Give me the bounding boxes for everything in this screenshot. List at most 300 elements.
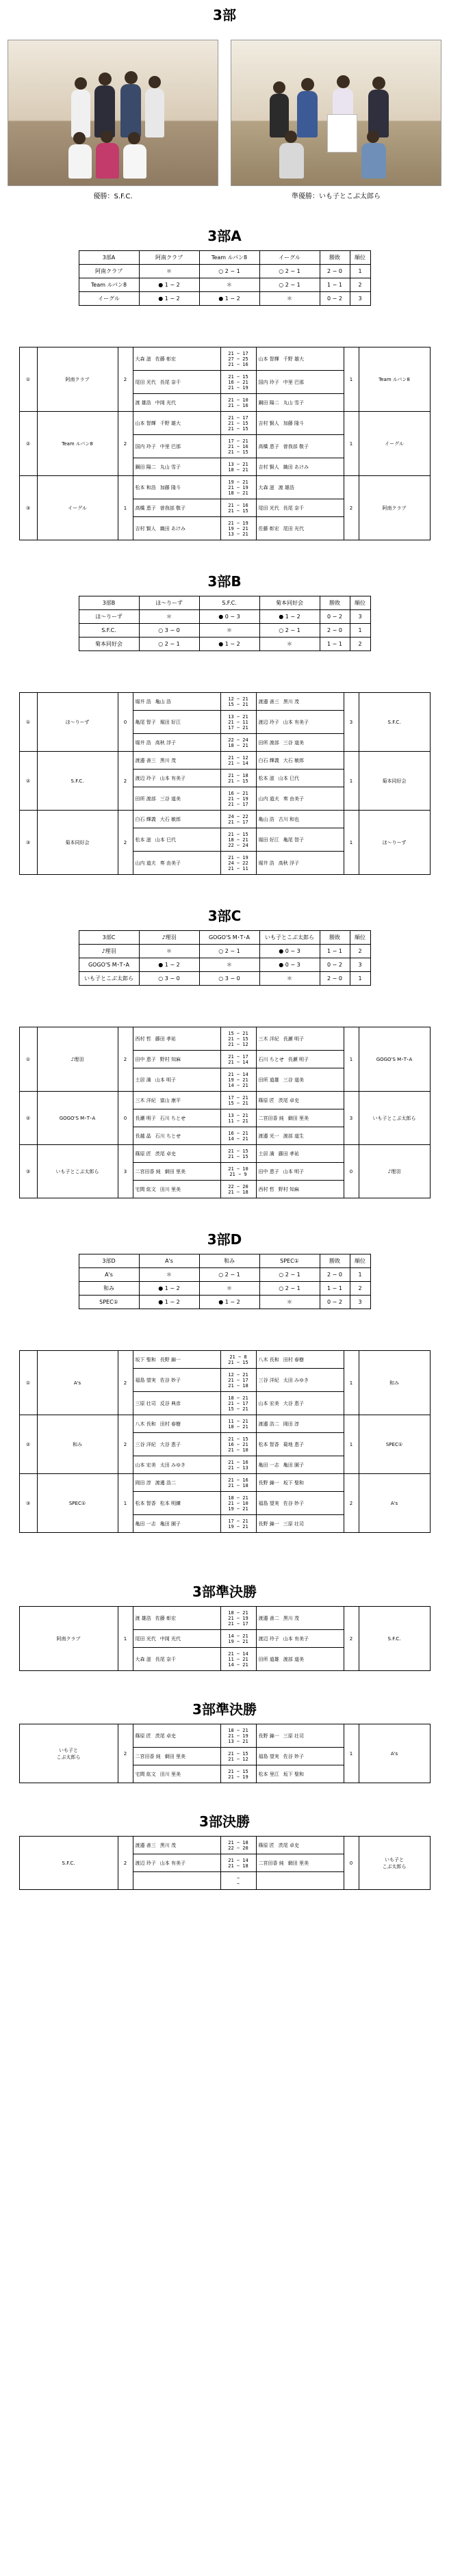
player-surname: 三原 [135, 1400, 145, 1406]
left-player-2 [160, 525, 185, 532]
player-given-name: 道美 [294, 1077, 304, 1083]
right-players [256, 1854, 344, 1872]
person-figure [361, 143, 386, 179]
game-score: 21 − 15 [228, 1359, 248, 1365]
left-player-1 [136, 464, 156, 471]
person-figure [297, 91, 318, 137]
match-number: ② [19, 752, 37, 811]
left-pair-names [136, 1097, 220, 1104]
right-player-1 [259, 837, 279, 843]
player-given-name: 宏美 [269, 1400, 279, 1406]
match-team: 和み [37, 1415, 118, 1474]
player-given-name: 妙子 [294, 1500, 304, 1506]
right-player-1 [259, 1115, 284, 1122]
right-player-1 [259, 1421, 279, 1428]
game-score: 21 − 19 [228, 1615, 248, 1621]
right-player-2 [283, 1771, 304, 1778]
standings-team-cell: ほ〜りーず [79, 610, 139, 624]
standings-header-cell: 勝敗 [320, 1254, 350, 1268]
right-pair-names [259, 816, 344, 823]
game-score: 15 − 21 [228, 701, 248, 707]
player-surname: 山本 [283, 1168, 293, 1174]
player-given-name: 純 [279, 1115, 284, 1121]
player-surname: 吉村 [135, 525, 145, 531]
left-players [133, 1181, 220, 1198]
right-pair-names [259, 1753, 344, 1760]
left-pair-names [136, 1635, 220, 1642]
player-surname: 松本 [258, 775, 268, 781]
game-score: 21 − 14 [228, 1651, 248, 1657]
player-given-name: 里美 [170, 1771, 181, 1777]
right-player-2 [288, 1056, 309, 1063]
standings-header-cell: 3部B [79, 596, 139, 610]
match-opponent: A's [359, 1724, 430, 1783]
standings-team-cell: ♪理羽 [79, 945, 139, 958]
left-player-1 [136, 443, 156, 450]
game-score: 19 − 21 [228, 479, 248, 485]
player-given-name: 賢人 [269, 464, 279, 470]
left-pair-names [136, 1168, 220, 1175]
right-player-2 [279, 816, 299, 823]
player-given-name: 一志 [146, 1521, 156, 1527]
player-surname: 曽我部 [159, 505, 175, 511]
left-players [133, 1765, 220, 1783]
game-score: 21 − 10 [228, 397, 248, 403]
player-given-name: 淳 [294, 1421, 299, 1427]
match-game-row [19, 752, 430, 770]
right-pair-names [259, 1056, 344, 1063]
match-score-right: 1 [344, 412, 359, 476]
player-surname: 大谷 [283, 1400, 293, 1406]
standings-result-cell: ○ 3 − 0 [139, 624, 199, 638]
match-team: S.F.C. [37, 752, 118, 811]
left-player-1 [136, 1421, 156, 1428]
right-player-1 [259, 1635, 279, 1642]
player-given-name: 洋紀 [146, 1441, 156, 1447]
match-team: SPEC① [37, 1474, 118, 1533]
left-player-1 [136, 816, 156, 823]
match-opponent: 阿南クラブ [359, 476, 430, 540]
left-pair-names [136, 1480, 220, 1486]
game-scores [220, 811, 256, 828]
right-player-2 [288, 1860, 309, 1867]
standings-result-cell: ○ 3 − 0 [199, 972, 259, 986]
left-player-2 [155, 1133, 181, 1140]
right-player-1 [259, 1186, 274, 1193]
standings-table [79, 250, 371, 306]
player-surname: 茨尾 [155, 1733, 165, 1739]
player-given-name: 敬子 [175, 505, 185, 511]
game-scores [220, 828, 256, 852]
match-game-row [19, 1837, 430, 1854]
player-given-name: 善三 [146, 1842, 156, 1848]
player-surname: 古川 [278, 816, 288, 822]
standings-header-cell: ほ〜りーず [139, 596, 199, 610]
player-given-name: 奈千 [170, 379, 181, 385]
standings-result-cell: ○ 3 − 0 [139, 972, 199, 986]
player-surname: 山本 [283, 719, 293, 725]
right-player-2 [283, 1521, 304, 1527]
standings-result-cell: ＊ [199, 958, 259, 972]
player-surname: 佐谷 [159, 1377, 170, 1383]
person-head [273, 81, 285, 94]
game-score: 16 − 21 [228, 1441, 248, 1447]
player-surname: 大森 [258, 484, 268, 490]
right-pair-names [259, 1441, 344, 1448]
game-scores [220, 734, 256, 752]
match-score-left: 2 [118, 1027, 133, 1092]
left-player-1 [136, 1500, 156, 1507]
left-player-2 [160, 1186, 181, 1193]
left-players [133, 1369, 220, 1392]
standings-result-cell: ● 1 − 2 [139, 278, 199, 292]
player-surname: 亀田 [283, 1462, 293, 1468]
right-pair-names [259, 1462, 344, 1469]
standings-result-cell: 3 [350, 958, 370, 972]
standings-header-cell: SPEC① [259, 1254, 320, 1268]
left-player-1 [136, 1036, 151, 1042]
right-player-1 [259, 860, 274, 867]
right-player-1 [259, 1400, 279, 1407]
game-score: 11 − 21 [228, 1418, 248, 1424]
game-score: 21 − 12 [228, 1756, 248, 1762]
standings-team-cell: 菊本同好会 [79, 638, 139, 651]
game-score: 18 − 21 [228, 466, 248, 473]
left-player-2 [160, 1860, 185, 1867]
game-score: 21 − 17 [228, 1620, 248, 1627]
player-given-name: 満 [146, 1077, 151, 1083]
player-given-name: 和浩 [146, 484, 156, 490]
right-pair-names [259, 1356, 344, 1363]
player-given-name: 里美 [298, 1860, 309, 1866]
right-pair-names [259, 1635, 344, 1642]
standings-row [79, 265, 370, 278]
standings-result-cell: ○ 2 − 1 [259, 265, 320, 278]
right-players [256, 1392, 344, 1415]
player-surname: 鋼田 [258, 399, 268, 406]
standings-row [79, 624, 370, 638]
player-given-name: ちとせ [166, 1133, 181, 1139]
player-surname: 尾田 [283, 525, 293, 531]
match-score-right: 1 [344, 752, 359, 811]
game-scores [220, 1027, 256, 1051]
left-player-1 [136, 1115, 156, 1122]
player-given-name: 知麻 [289, 1186, 299, 1192]
left-player-2 [160, 1356, 181, 1363]
left-player-1 [136, 719, 156, 726]
right-players [256, 1027, 344, 1051]
standings-table [79, 930, 371, 986]
player-surname: 長瀬 [287, 1056, 298, 1062]
player-surname: 長瀬 [283, 1036, 293, 1042]
left-players [133, 1433, 220, 1456]
player-given-name: 光代 [166, 399, 176, 406]
player-surname: 松本 [135, 1500, 145, 1506]
right-player-1 [259, 1771, 279, 1778]
game-score: 21 − 11 [228, 865, 248, 871]
left-pair-names [136, 1441, 220, 1448]
left-player-1 [136, 796, 156, 802]
left-pair-names [136, 1151, 220, 1157]
player-surname: 大石 [283, 757, 293, 763]
game-score: 13 − 21 [228, 531, 248, 537]
match-game-row [19, 1474, 430, 1492]
player-surname: 高秋 [278, 860, 288, 866]
standings-result-cell: ＊ [199, 278, 259, 292]
right-players [256, 458, 344, 476]
player-given-name: 有美子 [294, 719, 309, 725]
game-scores [220, 1163, 256, 1181]
right-players [256, 371, 344, 394]
person-figure [145, 88, 164, 137]
game-score: 21 − 18 [228, 1189, 248, 1195]
knockout-title: 3部決勝 [199, 1813, 250, 1830]
photo-row [10, 40, 439, 200]
left-pair-names [136, 698, 220, 705]
game-score: 21 − 14 [228, 1059, 248, 1065]
player-given-name: ちとせ [269, 1056, 284, 1062]
player-given-name: 浩二 [269, 1421, 279, 1427]
standings-result-cell: 0 − 2 [320, 292, 350, 306]
player-surname: 松本 [135, 484, 145, 490]
player-given-name: 善三 [146, 757, 156, 763]
right-player-2 [279, 1842, 299, 1849]
game-scores [220, 1515, 256, 1533]
game-scores [220, 1607, 256, 1630]
player-surname: 長野 [258, 1480, 268, 1486]
player-surname: 田所 [135, 796, 145, 802]
player-surname: 八木 [258, 1356, 268, 1363]
player-given-name: 玲子 [146, 775, 156, 781]
person-head [125, 71, 138, 84]
game-score: 21 − 18 [228, 1839, 248, 1845]
player-given-name: 晶 [146, 1133, 151, 1139]
left-pair-names [136, 1356, 220, 1363]
right-player-1 [259, 505, 279, 512]
right-pair-names [259, 775, 344, 782]
right-players [256, 476, 344, 499]
right-players [256, 1068, 344, 1092]
player-given-name: 道生 [294, 1133, 304, 1139]
game-score: 16 − 21 [228, 379, 248, 385]
left-players [133, 1392, 220, 1415]
left-player-2 [160, 1842, 176, 1849]
match-team: S.F.C. [19, 1837, 118, 1890]
right-player-2 [279, 1097, 299, 1104]
right-players [256, 711, 344, 734]
left-player-2 [155, 1480, 176, 1486]
player-given-name: 望実 [269, 1500, 279, 1506]
left-player-1 [136, 1656, 151, 1663]
game-score: 21 − 12 [228, 1041, 248, 1047]
game-score: 18 − 21 [228, 742, 248, 748]
game-scores [220, 1854, 256, 1872]
player-given-name: 里美 [175, 1168, 185, 1174]
left-players [133, 499, 220, 517]
player-surname: 石川 [258, 1056, 268, 1062]
right-player-2 [283, 1168, 304, 1175]
right-player-2 [279, 484, 294, 491]
right-player-2 [283, 379, 304, 386]
right-players [256, 828, 344, 852]
right-player-2 [283, 443, 309, 450]
player-given-name: 望実 [269, 1753, 279, 1759]
player-surname: 堀井 [135, 698, 145, 705]
game-scores [220, 1724, 256, 1748]
standings-header-cell: ♪理羽 [139, 931, 199, 945]
right-players [256, 1748, 344, 1765]
left-player-1 [136, 1400, 156, 1407]
right-pair-names [259, 1151, 344, 1157]
standings-team-cell: 和み [79, 1282, 139, 1296]
right-player-2 [283, 719, 309, 726]
standings-header-cell: イーグル [259, 251, 320, 265]
player-surname: 堀井 [258, 860, 268, 866]
left-player-1 [136, 525, 156, 532]
standings-header-cell: 3部D [79, 1254, 139, 1268]
left-pair-names [136, 1133, 220, 1140]
player-given-name: 茂 [170, 757, 176, 763]
player-given-name: 道美 [294, 739, 304, 746]
match-number: ② [19, 1415, 37, 1474]
right-pair-names [259, 698, 344, 705]
left-players [133, 1092, 220, 1109]
player-surname: 渡邉 [135, 1842, 145, 1848]
player-given-name: 茂 [294, 1615, 299, 1621]
player-given-name: 玲子 [146, 443, 156, 449]
right-player-2 [283, 1400, 304, 1407]
player-surname: 鋼田 [135, 464, 145, 470]
right-player-2 [283, 1356, 304, 1363]
standings-result-cell: 1 [350, 624, 370, 638]
knockout-section [10, 1698, 439, 1783]
runner-up-photo-box [231, 40, 441, 200]
left-player-1 [136, 775, 156, 782]
right-player-2 [283, 1377, 309, 1384]
player-given-name: 陽二 [269, 399, 279, 406]
player-given-name: みゆき [294, 1377, 309, 1383]
standings-result-cell: ○ 2 − 1 [259, 1268, 320, 1282]
left-player-2 [160, 860, 181, 867]
player-surname: 二宮田香 [135, 1753, 155, 1759]
player-given-name: 匠 [146, 1733, 151, 1739]
player-surname: 三谷 [258, 1377, 268, 1383]
game-scores [220, 1630, 256, 1648]
player-surname: 田所 [258, 1077, 268, 1083]
left-pair-names [136, 796, 220, 802]
match-game-row [19, 693, 430, 711]
standings-team-cell: SPEC① [79, 1296, 139, 1309]
player-surname: 石川 [155, 1133, 165, 1139]
right-pair-names [259, 739, 344, 746]
game-scores [220, 1109, 256, 1127]
standings-header-cell: A's [139, 1254, 199, 1268]
player-surname: 曽我部 [283, 443, 298, 449]
left-players [133, 476, 220, 499]
player-given-name: 滋 [269, 484, 274, 490]
player-surname: 長野 [258, 1733, 268, 1739]
player-given-name: 洋紀 [146, 1097, 156, 1103]
left-player-1 [136, 837, 151, 843]
game-score: 14 − 21 [228, 1661, 248, 1668]
player-given-name: 隆斗 [170, 484, 181, 490]
game-score: 21 − 16 [228, 1477, 248, 1483]
standings-result-cell: ＊ [199, 1282, 259, 1296]
player-surname: 篠原 [258, 1097, 268, 1103]
right-pair-names [259, 356, 344, 363]
left-pair-names [136, 1186, 220, 1193]
match-game-row [19, 412, 430, 435]
standings-result-cell: ○ 2 − 1 [199, 1268, 259, 1282]
right-pair-names [259, 719, 344, 726]
right-players [256, 852, 344, 875]
left-pair-names [136, 505, 220, 512]
game-score: 18 − 21 [228, 1727, 248, 1733]
left-pair-names [136, 1421, 220, 1428]
standings-result-cell: ● 1 − 2 [139, 958, 199, 972]
knockout-title: 3部準決勝 [192, 1701, 257, 1718]
right-player-2 [283, 505, 304, 512]
game-score: 21 − 15 [228, 778, 248, 784]
right-player-2 [283, 464, 309, 471]
standings-row [79, 1268, 370, 1282]
player-surname: 松本 [159, 1500, 170, 1506]
game-score: 21 − 19 [228, 854, 248, 860]
game-score: 21 − 16 [228, 502, 248, 508]
match-game-row [19, 1415, 430, 1433]
standings-result-cell: ○ 2 − 1 [259, 278, 320, 292]
game-score: 21 − 16 [228, 361, 248, 367]
right-player-1 [259, 1168, 279, 1175]
game-scores [220, 1181, 256, 1198]
match-team: いも子と こぶ太郎ら [19, 1724, 118, 1783]
player-surname: 亀田 [159, 1521, 170, 1527]
standings-result-cell: ● 1 − 2 [199, 1296, 259, 1309]
match-opponent: いも子と こぶ太郎ら [359, 1837, 430, 1890]
player-surname: 大谷 [159, 1441, 170, 1447]
player-surname: 篠原 [258, 1842, 268, 1848]
left-players [133, 693, 220, 711]
player-given-name: 長和 [146, 1421, 156, 1427]
match-score-right: 1 [344, 1415, 359, 1474]
player-given-name: 卓史 [289, 1842, 299, 1848]
game-score: 21 − 10 [228, 1166, 248, 1172]
page-title: 3部 [213, 7, 236, 23]
game-score: 17 − 21 [228, 1518, 248, 1524]
player-given-name: 卓史 [166, 1151, 176, 1157]
group-title: 3部D [207, 1231, 242, 1248]
player-given-name: 長和 [269, 1356, 279, 1363]
right-player-1 [259, 379, 279, 386]
match-game-row [19, 476, 430, 499]
left-player-2 [160, 775, 185, 782]
player-surname: 佐谷 [283, 1500, 293, 1506]
player-surname: 長野 [258, 1521, 268, 1527]
right-players [256, 412, 344, 435]
right-player-2 [283, 1615, 299, 1622]
right-player-2 [283, 837, 304, 843]
standings-header-row [79, 251, 370, 265]
standings-result-cell: ● 1 − 2 [259, 610, 320, 624]
player-surname: 堀田 [258, 837, 268, 843]
standings-result-cell: ＊ [259, 638, 320, 651]
player-surname: 堀井 [135, 739, 145, 746]
right-players [256, 1369, 344, 1392]
player-surname: 奏 [283, 796, 288, 802]
player-given-name: 里美 [170, 1186, 181, 1192]
standings-header-cell: 順位 [350, 251, 370, 265]
game-scores [220, 1872, 256, 1890]
